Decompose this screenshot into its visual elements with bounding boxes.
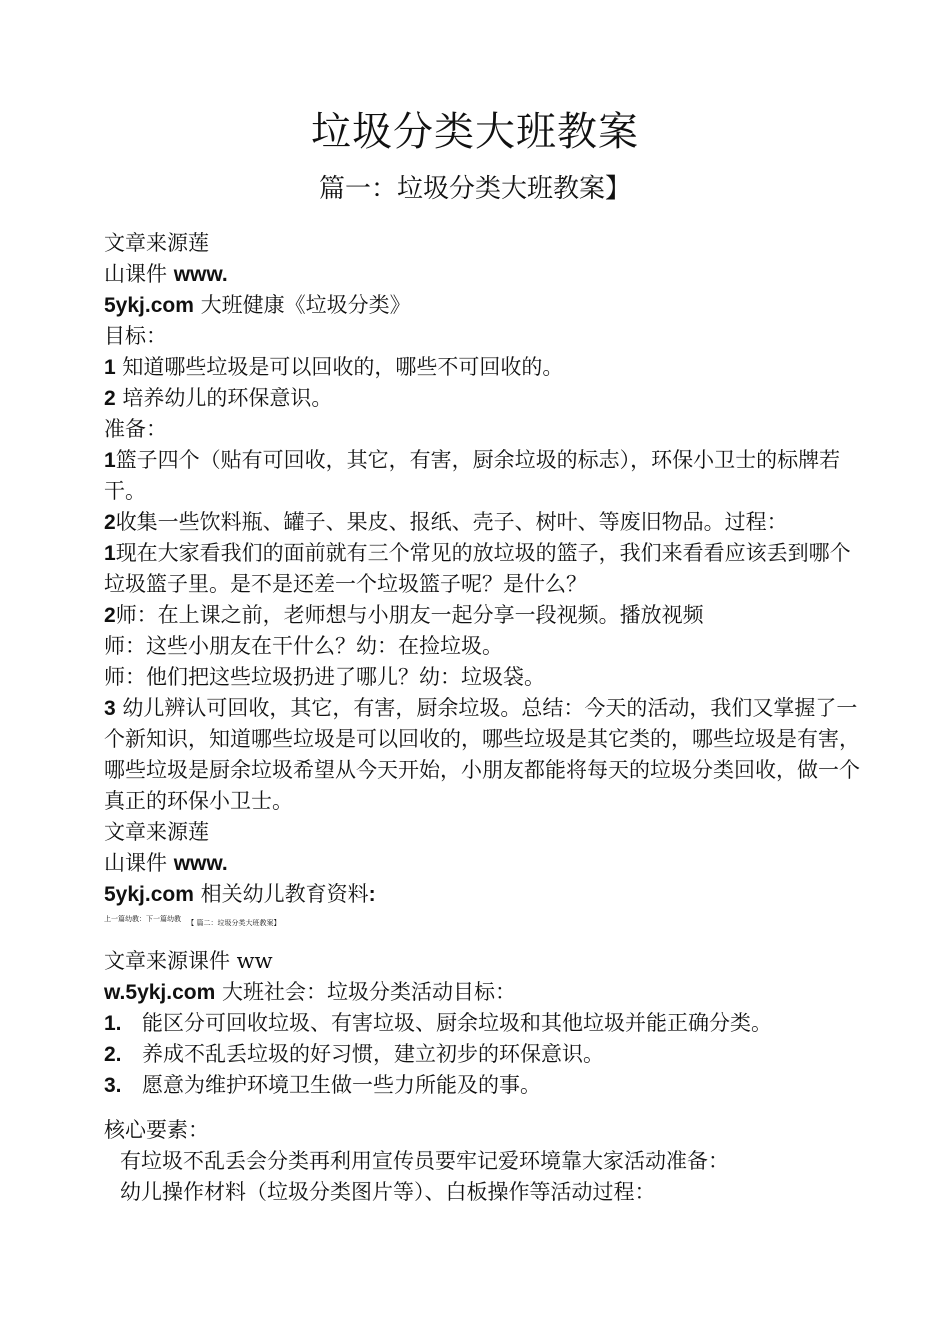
source-line: 文章来源莲: [104, 820, 209, 844]
source-line: 文章来源莲: [104, 231, 209, 255]
goal-item: 1. 能区分可回收垃圾、有害垃圾、厨余垃圾和其他垃圾并能正确分类。: [104, 1011, 772, 1035]
dialogue-line: 师：他们把这些垃圾扔进了哪儿？幼：垃圾袋。: [104, 665, 545, 689]
source-line: 山课件 www.: [104, 851, 228, 875]
document-title: 垃圾分类大班教案: [311, 109, 639, 155]
prev-next-link[interactable]: 上一篇幼教：下一篇幼教: [104, 915, 181, 923]
source-line: 山课件 www.: [104, 262, 228, 286]
process-item: 2师：在上课之前，老师想与小朋友一起分享一段视频。播放视频: [104, 603, 704, 627]
prep-item: 1篮子四个（贴有可回收，其它，有害，厨余垃圾的标志），环保小卫士的标牌若干。: [104, 448, 841, 503]
core-text: 幼儿操作材料（垃圾分类图片等）、白板操作等活动过程：: [120, 1180, 656, 1204]
goal-item: 2. 养成不乱丢垃圾的好习惯，建立初步的环保意识。: [104, 1042, 604, 1066]
prep-item: 2收集一些饮料瓶、罐子、果皮、报纸、壳子、树叶、等废旧物品。过程：: [104, 510, 788, 534]
source-line: 文章来源课件 ww: [104, 949, 273, 973]
goal-item: 2 培养幼儿的环保意识。: [104, 386, 333, 410]
process-item: 1现在大家看我们的面前就有三个常见的放垃圾的篮子，我们来看看应该丢到哪个垃圾篮子里。是不是还差一个垃圾篮子呢？是什么？: [104, 541, 851, 596]
section-label: 目标：: [104, 324, 167, 348]
nav-links: [104, 914, 864, 927]
dialogue-line: 师：这些小朋友在干什么？幼：在捡垃圾。: [104, 634, 503, 658]
document-subtitle: 篇一：垃圾分类大班教案】: [318, 174, 631, 204]
section-label: 核心要素：: [104, 1118, 209, 1142]
document-body: [104, 228, 864, 1208]
source-line: 5ykj.com 大班健康《垃圾分类》: [104, 293, 411, 317]
section-label: 准备：: [104, 417, 167, 441]
source-line: 5ykj.com 相关幼儿教育资料:: [104, 882, 376, 906]
goal-item: 3. 愿意为维护环境卫生做一些力所能及的事。: [104, 1073, 541, 1097]
next-article-link[interactable]: 【 篇二：垃圾分类大班教案】: [187, 919, 281, 927]
source-line: w.5ykj.com 大班社会：垃圾分类活动目标：: [104, 980, 516, 1004]
process-item: 3 幼儿辨认可回收，其它，有害，厨余垃圾。总结：今天的活动，我们又掌握了一个新知识，知道哪些垃圾是可以回收的，哪些垃圾是其它类的，哪些垃圾是有害，哪些垃圾是厨余垃圾希望从今天开始，小朋友都能将每天的垃圾分类回收，做一个真正的环保小卫士。: [104, 696, 860, 813]
core-text: 有垃圾不乱丢会分类再利用宣传员要牢记爱环境靠大家活动准备：: [120, 1149, 729, 1173]
goal-item: 1 知道哪些垃圾是可以回收的，哪些不可回收的。: [104, 355, 564, 379]
